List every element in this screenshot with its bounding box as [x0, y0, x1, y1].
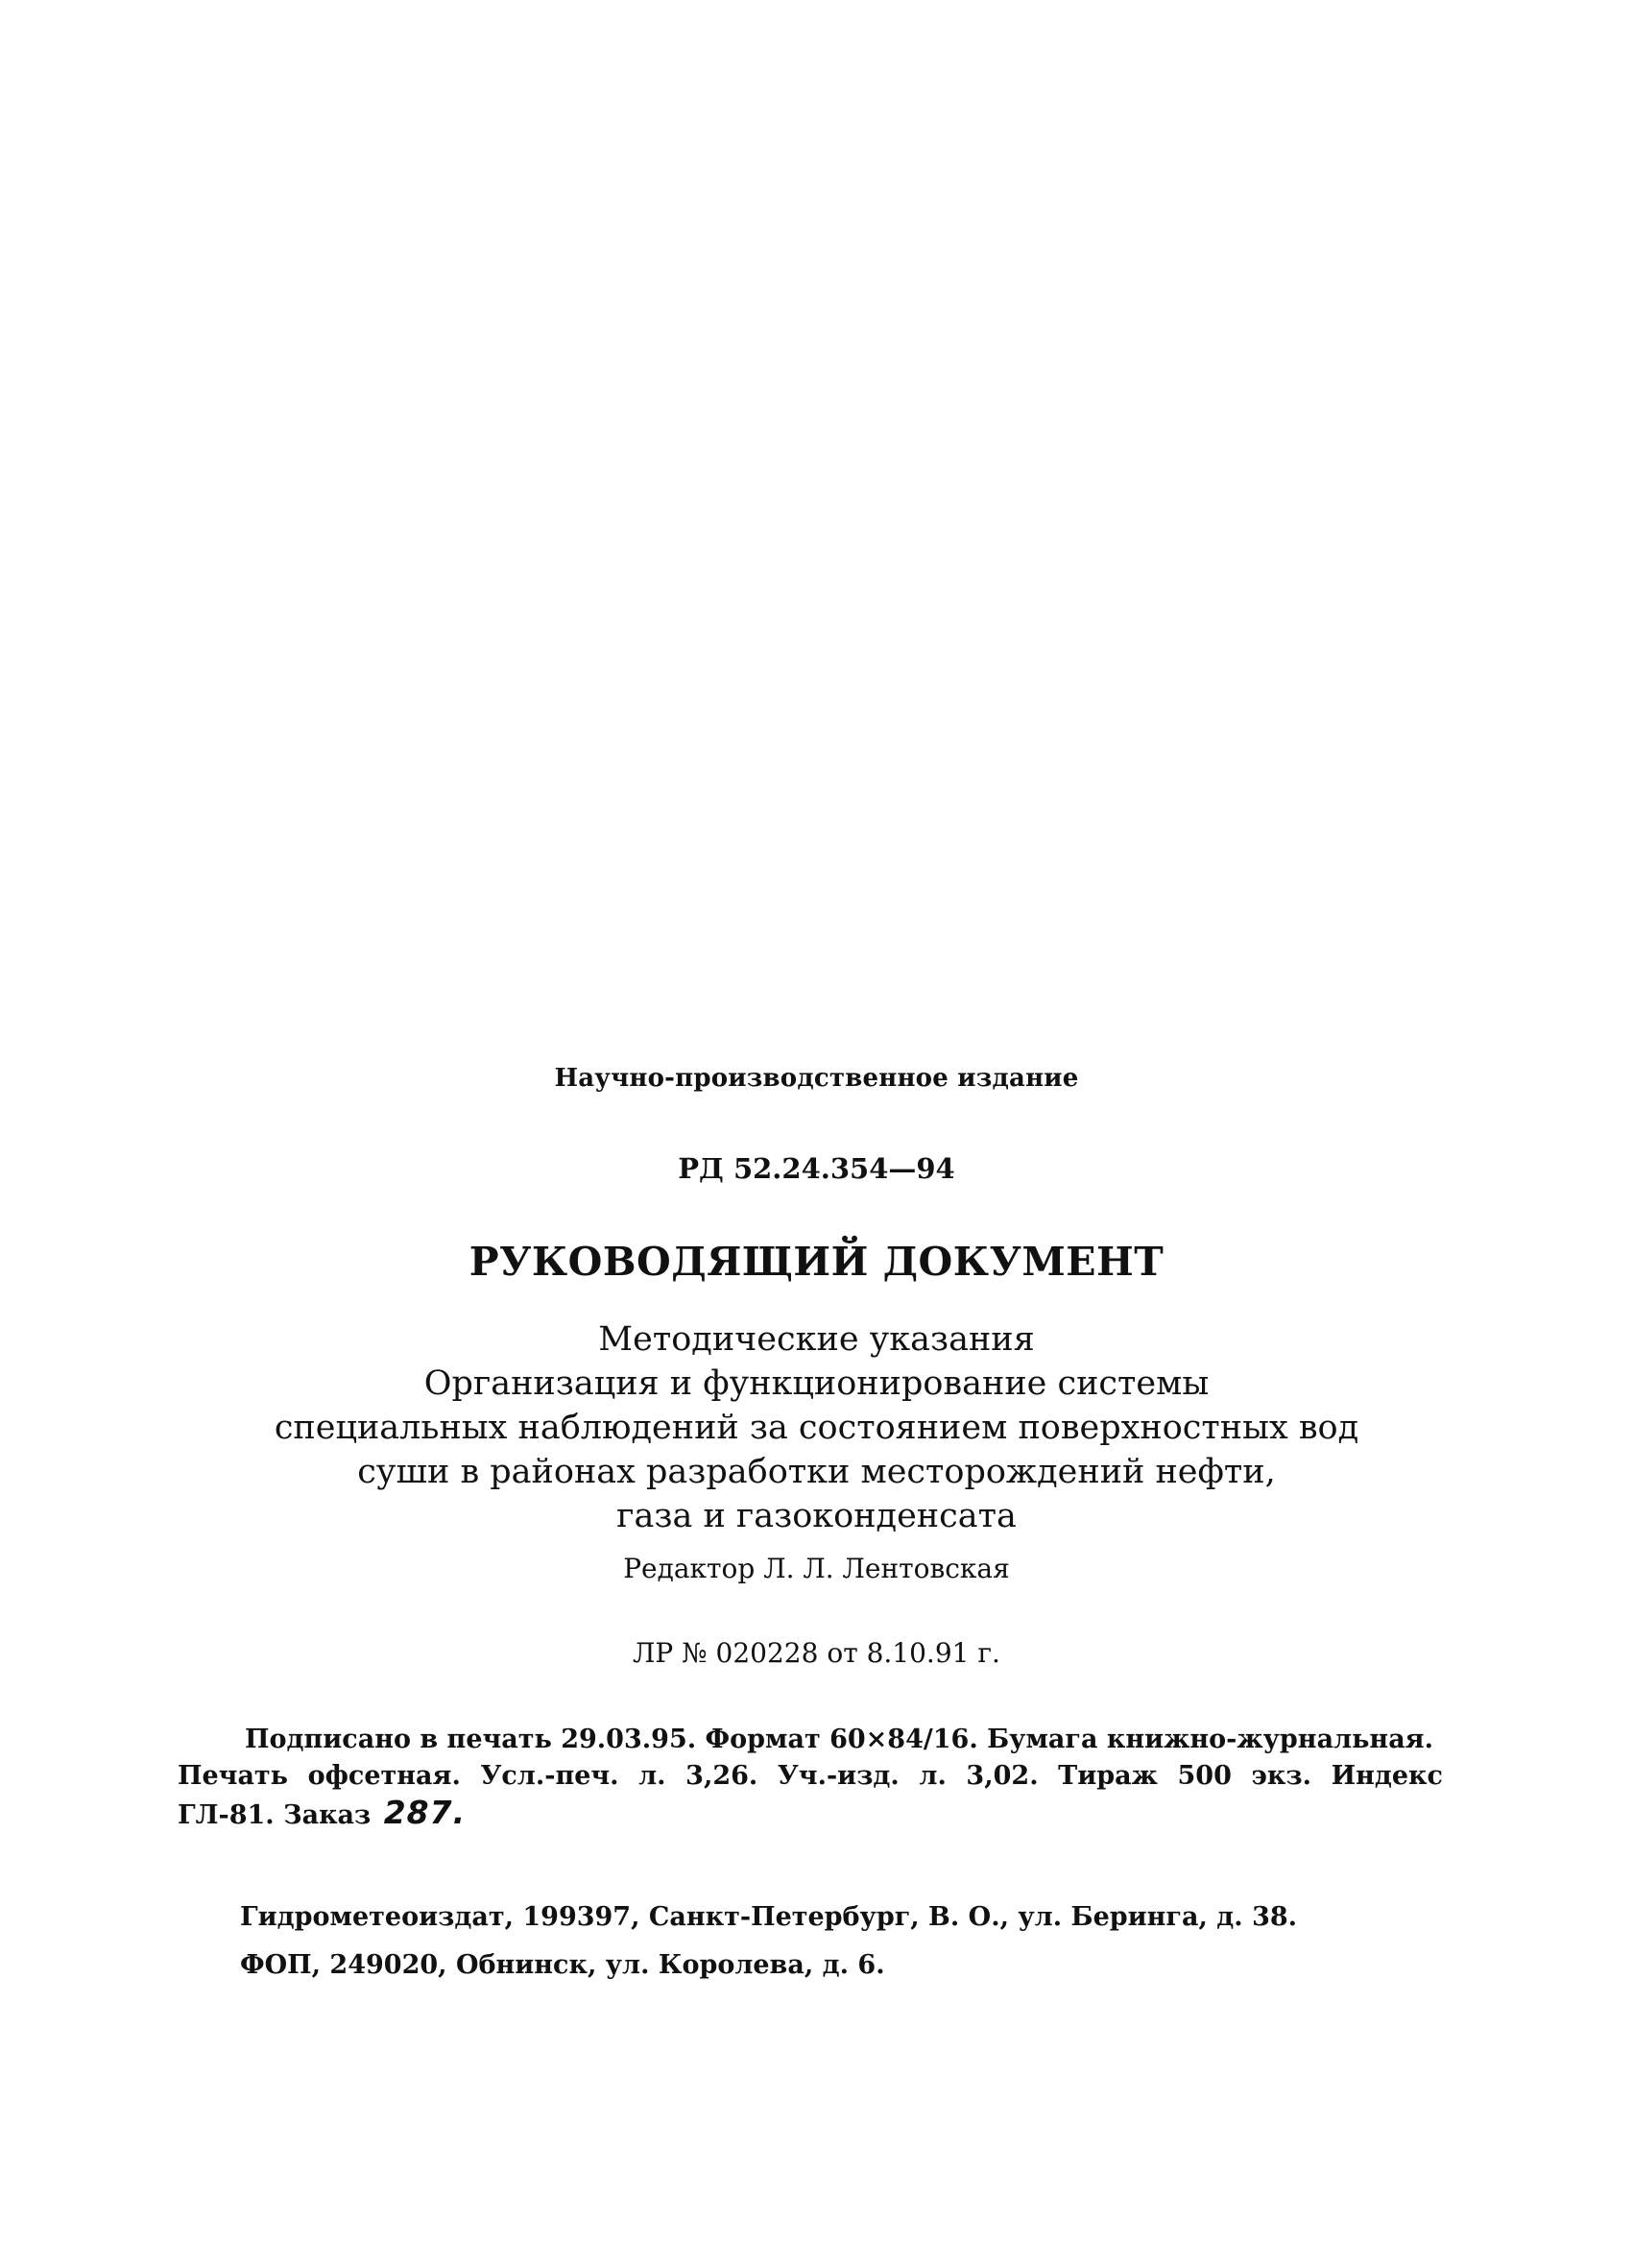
title-line: газа и газоконденсата [616, 1497, 1017, 1535]
license-number: ЛР № 020228 от 8.10.91 г. [633, 1637, 1000, 1669]
title-line: специальных наблюдений за состоянием поверхностных вод [274, 1409, 1359, 1447]
imprint-line [178, 1795, 1443, 1834]
document-code: РД 52.24.354—94 [678, 1152, 955, 1185]
edition-type: Научно-производственное издание [554, 1064, 1079, 1093]
editor-credit: Редактор Л. Л. Лентовская [623, 1553, 1010, 1584]
imprint-block [178, 1722, 1443, 1834]
imprint-line: Подписано в печать 29.03.95. Формат 60×84/16. Бумага книжно-журнальная. [245, 1725, 1434, 1754]
title-line: суши в районах разработки месторождений нефти, [357, 1453, 1276, 1491]
title-line: Организация и функционирование системы [423, 1364, 1210, 1403]
document-heading: РУКОВОДЯЩИЙ ДОКУМЕНТ [468, 1239, 1165, 1285]
handwritten-order-number: 287. [383, 1794, 467, 1831]
title-line: Методические указания [598, 1320, 1035, 1359]
document-title [0, 1317, 1633, 1538]
imprint-line: Печать офсетная. Усл.-печ. л. 3,26. Уч.-изд. л. 3,02. Тираж 500 экз. Индекс [178, 1761, 1443, 1791]
publisher-line: Гидрометеоиздат, 199397, Санкт-Петербург, В. О., ул. Беринга, д. 38. [240, 1902, 1298, 1932]
publisher-block [240, 1894, 1297, 1990]
publisher-line: ФОП, 249020, Обнинск, ул. Королева, д. 6. [240, 1950, 885, 1980]
imprint-order-prefix: ГЛ-81. Заказ [178, 1800, 372, 1830]
